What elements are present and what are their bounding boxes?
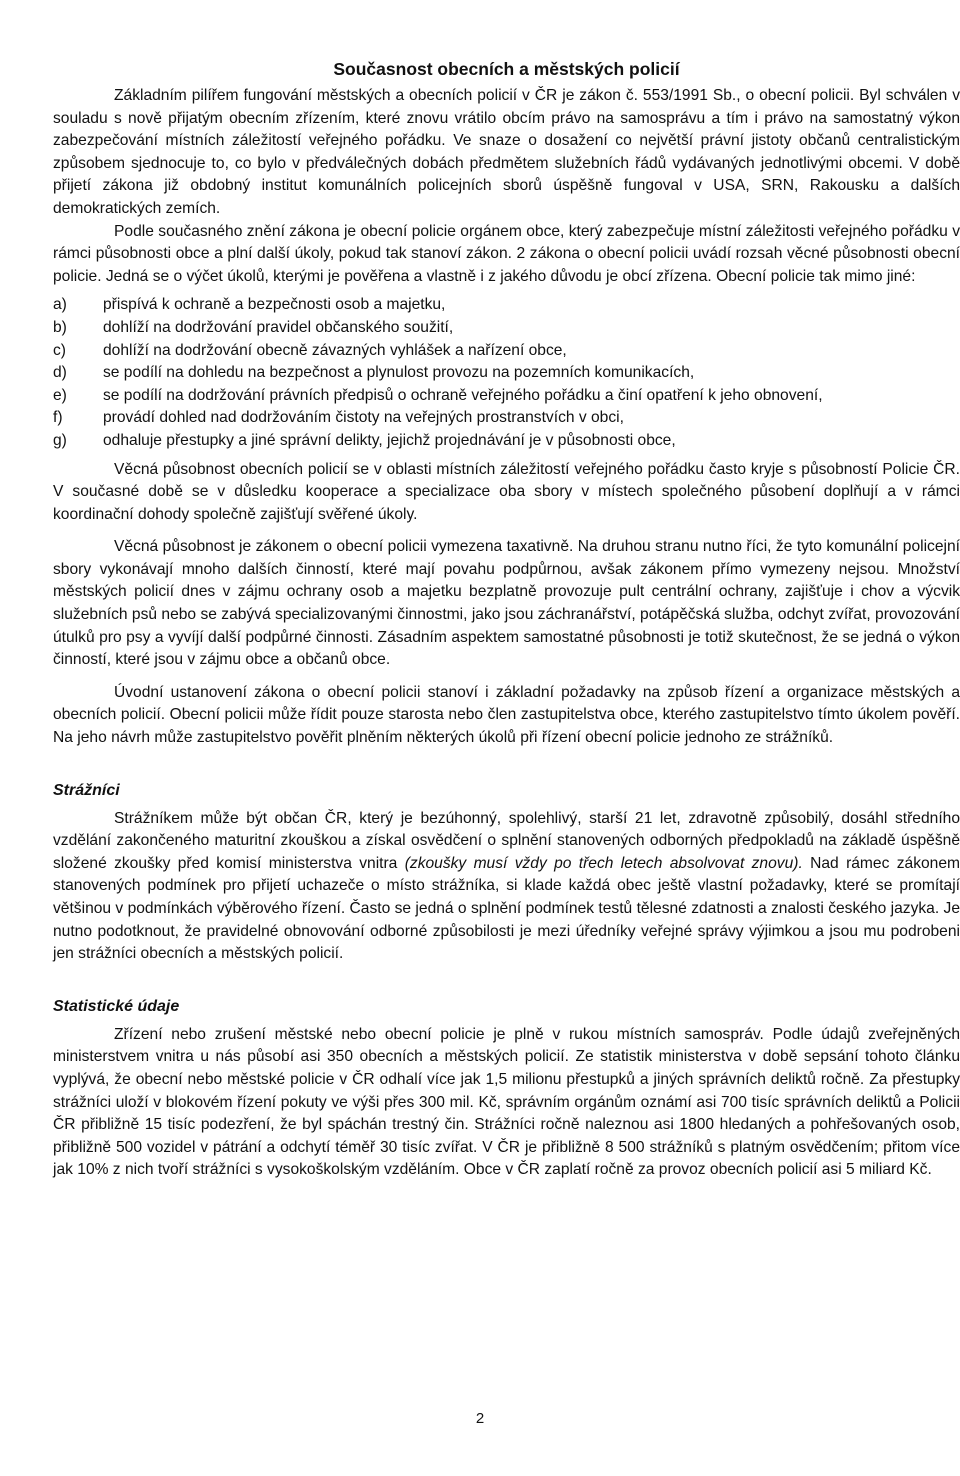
list-item-label: a) bbox=[53, 296, 67, 314]
list-item-text: dohlíží na dodržování pravidel občanského soužití, bbox=[103, 318, 454, 336]
section-heading-stats: Statistické údaje bbox=[53, 997, 180, 1015]
list-item bbox=[53, 294, 960, 317]
list-item-text: se podílí na dodržování právních předpisů o ochraně veřejného pořádku a činí opatření k jeho obnovení, bbox=[103, 386, 823, 404]
intro-paragraph-1: Základním pilířem fungování městských a obecních policií v ČR je zákon č. 553/1991 Sb., o obecní policii. Byl schválen v souladu s nově přijatým obecním zřízením, které znovu vrátilo obcím právo na samosprávu a tím i právo na samostatný výkon zabezpečování místních záležitostí veřejného pořádku. Ve snaze o dosažení co největší právní jistoty občanů centralistickým způsobem sjednocuje to, co bylo v předválečných dobách předmětem služebních řádů vydávaných jednotlivými obcemi. V době přijetí zákona již obdobný institut komunálních policejních sborů úspěšně fungoval v USA, SRN, Rakousku a dalších demokratických zemích. bbox=[53, 87, 960, 217]
duties-list bbox=[53, 294, 960, 452]
body-paragraph-3: Úvodní ustanovení zákona o obecní policii stanoví i základní požadavky na způsob řízení a organizace městských a obecních policií. Obecní policii může řídit pouze starosta nebo člen zastupitelstva obce, kterého zastupitelstvo tímto úkolem pověří. Na jeho návrh může zastupitelstvo pověřit plněním některých úkolů při řízení obecní policie jednoho ze strážníků. bbox=[53, 683, 960, 747]
list-item-label: c) bbox=[53, 341, 66, 359]
body-paragraph-2: Věcná působnost je zákonem o obecní policii vymezena taxativně. Na druhou stranu nutno říci, že tyto komunální policejní sbory vykonávají mnoho dalších činností, které mají povahu podpůrnou, avšak zákonem přímo vymezeny nejsou. Množství městských policií dnes v zájmu ochrany osob a majetku bezplatně provozuje pult centrální ochrany, zajišťuje i chov a výcvik služebních psů nebo se zabývá specializovanými činnostmi, jako jsou záchranářství, potápěčská služba, odchyt zvířat, provozování útulků pro psy a vyvíjí další podpůrné činnosti. Zásadním aspektem samostatné působnosti je totiž skutečnost, že se jedná o výkon činností, které jsou v zájmu obce a občanů obce. bbox=[53, 538, 960, 669]
stats-paragraph: Zřízení nebo zrušení městské nebo obecní policie je plně v rukou místních samospráv. Podle údajů zveřejněných ministerstvem vnitra u nás působí asi 350 obecních a městských policií. Ze statistik ministerstva v době sepsání tohoto článku vyplývá, že obecní nebo městské policie v ČR odhalí více jak 1,5 milionu přestupků a jiných správních deliktů ročně. Za přestupky strážníci uloží v blokovém řízení pokuty ve výši přes 300 mil. Kč, správním orgánům oznámí asi 700 tisíc správních deliktů a Policii ČR přibližně 15 tisíc podezření, že byl spáchán trestný čin. Strážníci ročně naleznou asi 1800 hledaných a pohřešovaných osob, přibližně 500 vozidel v pátrání a odchytí téměř 30 tisíc zvířat. V ČR je přibližně 8 500 strážníků s platným osvědčením; přitom více jak 10% z nich tvoří strážníci s vysokoškolským vzděláním. Obce v ČR zaplatí ročně za provoz obecních policií asi 5 miliard Kč. bbox=[53, 1025, 960, 1179]
guards-text-italic: (zkoušky musí vždy po třech letech absolvovat znovu). bbox=[404, 854, 803, 872]
guards-paragraph bbox=[53, 808, 960, 966]
guards-text-part-1: Strážníkem může být občan ČR, který je bezúhonný, spolehlivý, starší 21 let, zdravotně způsobilý, dosáhl středního vzdělání zakončeného maturitní zkouškou a získal osvědčení o splnění stanovených odborných předpokladů na základě úspěšně složené zkoušky před komisí ministerstva vnitra bbox=[53, 809, 960, 872]
guards-text-part-2: Nad rámec zákonem stanovených podmínek pro přijetí uchazeče o místo strážníka, si klade každá obec ještě vlastní požadavky, které se promítají většinou v podmínkách výběrového řízení. Často se jedná o splnění podmínek testů tělesné zdatnosti a znalosti českého jazyka. Je nutno podotknout, že pravidelné obnovování odborné způsobilosti je mezi úředníky veřejné správy výjimkou a jsou mu podrobeni jen strážníci obecních a městských policií. bbox=[53, 854, 960, 963]
body-paragraph-1: Věcná působnost obecních policií se v oblasti místních záležitostí veřejného pořádku často kryje s působností Policie ČR. V současné době se v důsledku kooperace a specializace oba sbory v místech společného působení doplňují a v rámci koordinační dohody společně zajišťují svěřené úkoly. bbox=[53, 460, 960, 523]
list-item bbox=[53, 385, 960, 408]
list-item-label: f) bbox=[53, 409, 63, 427]
list-item-label: g) bbox=[53, 431, 67, 449]
document-title: Současnost obecních a městských policií bbox=[333, 59, 680, 79]
list-item-text: dohlíží na dodržování obecně závazných vyhlášek a nařízení obce, bbox=[103, 341, 567, 359]
list-item bbox=[53, 317, 960, 340]
list-item bbox=[53, 340, 960, 363]
list-item bbox=[53, 407, 960, 430]
page-number: 2 bbox=[475, 1410, 485, 1427]
list-item bbox=[53, 430, 960, 453]
list-item-text: se podílí na dohledu na bezpečnost a plynulost provozu na pozemních komunikacích, bbox=[103, 364, 695, 382]
list-item-text: odhaluje přestupky a jiné správní delikty, jejichž projednávání je v působnosti obce, bbox=[103, 431, 676, 449]
section-heading-guards: Strážníci bbox=[53, 781, 120, 799]
list-item-label: e) bbox=[53, 386, 67, 404]
list-item bbox=[53, 362, 960, 385]
list-item-label: b) bbox=[53, 318, 67, 336]
document-page bbox=[53, 57, 960, 1182]
intro-paragraph-2: Podle současného znění zákona je obecní policie orgánem obce, který zabezpečuje místní záležitosti veřejného pořádku v rámci působnosti obce a plní další úkoly, pokud tak stanoví zákon. 2 zákona o obecní policii uvádí rozsah věcné působnosti obecní policie. Jedná se o výčet úkolů, kterými je pověřena a vlastně i z jakého důvodu je obcí zřízena. Obecní policie tak mimo jiné: bbox=[53, 222, 960, 285]
list-item-text: provádí dohled nad dodržováním čistoty na veřejných prostranstvích v obci, bbox=[103, 409, 624, 427]
list-item-label: d) bbox=[53, 364, 67, 382]
list-item-text: přispívá k ochraně a bezpečnosti osob a majetku, bbox=[103, 296, 446, 314]
